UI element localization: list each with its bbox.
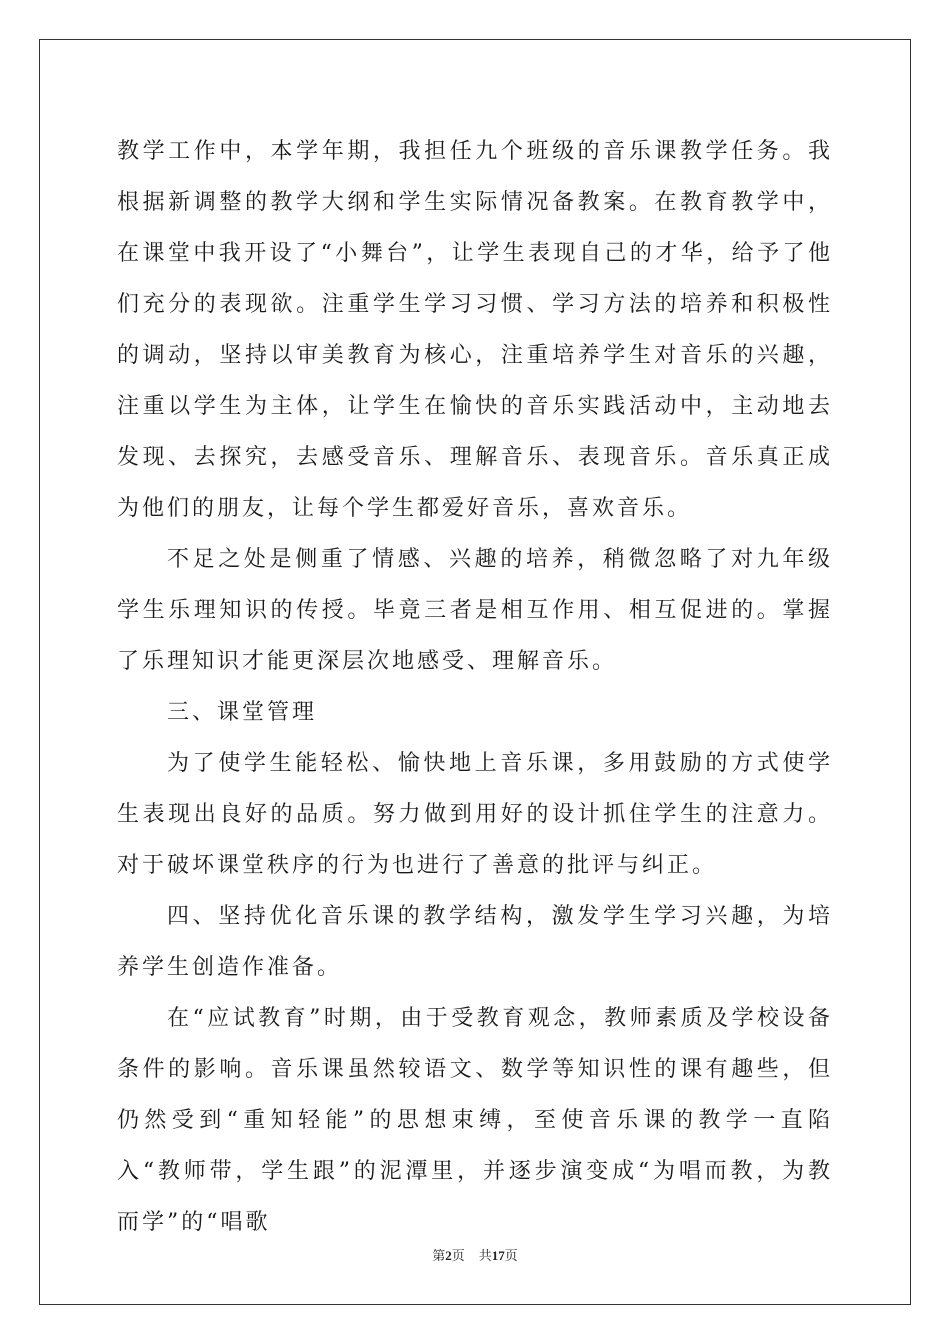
document-body — [117, 126, 833, 1248]
page-footer — [0, 1245, 950, 1264]
section-heading-4: 四、坚持优化音乐课的教学结构，激发学生学习兴趣，为培养学生创造作准备。 — [117, 904, 833, 980]
paragraph-6: 在“应试教育”时期，由于受教育观念，教师素质及学校设备条件的影响。音乐课虽然较语文、数学等知识性的课有趣些，但仍然受到“重知轻能”的思想束缚，至使音乐课的教学一直陷入“教师带，学生跟”的泥潭里，并逐步演变成“为唱而教，为教而学”的“唱歌 — [117, 1006, 833, 1235]
paragraph-4: 为了使学生能轻松、愉快地上音乐课，多用鼓励的方式使学生表现出良好的品质。努力做到用好的设计抓住学生的注意力。对于破坏课堂秩序的行为也进行了善意的批评与纠正。 — [117, 751, 833, 878]
page-total: 共17页 — [478, 1248, 518, 1264]
paragraph-2: 不足之处是侧重了情感、兴趣的培养，稍微忽略了对九年级学生乐理知识的传授。毕竟三者是相互作用、相互促进的。掌握了乐理知识才能更深层次地感受、理解音乐。 — [117, 547, 833, 674]
section-heading-3: 三、课堂管理 — [167, 700, 318, 725]
page-number: 第2页 — [432, 1248, 465, 1264]
paragraph-1: 教学工作中，本学年期，我担任九个班级的音乐课教学任务。我根据新调整的教学大纲和学生实际情况备教案。在教育教学中，在课堂中我开设了“小舞台”，让学生表现自己的才华，给予了他们充分的表现欲。注重学生学习习惯、学习方法的培养和积极性的调动，坚持以审美教育为核心，注重培养学生对音乐的兴趣，注重以学生为主体，让学生在愉快的音乐实践活动中，主动地去发现、去探究，去感受音乐、理解音乐、表现音乐。音乐真正成为他们的朋友，让每个学生都爱好音乐，喜欢音乐。 — [117, 139, 833, 521]
